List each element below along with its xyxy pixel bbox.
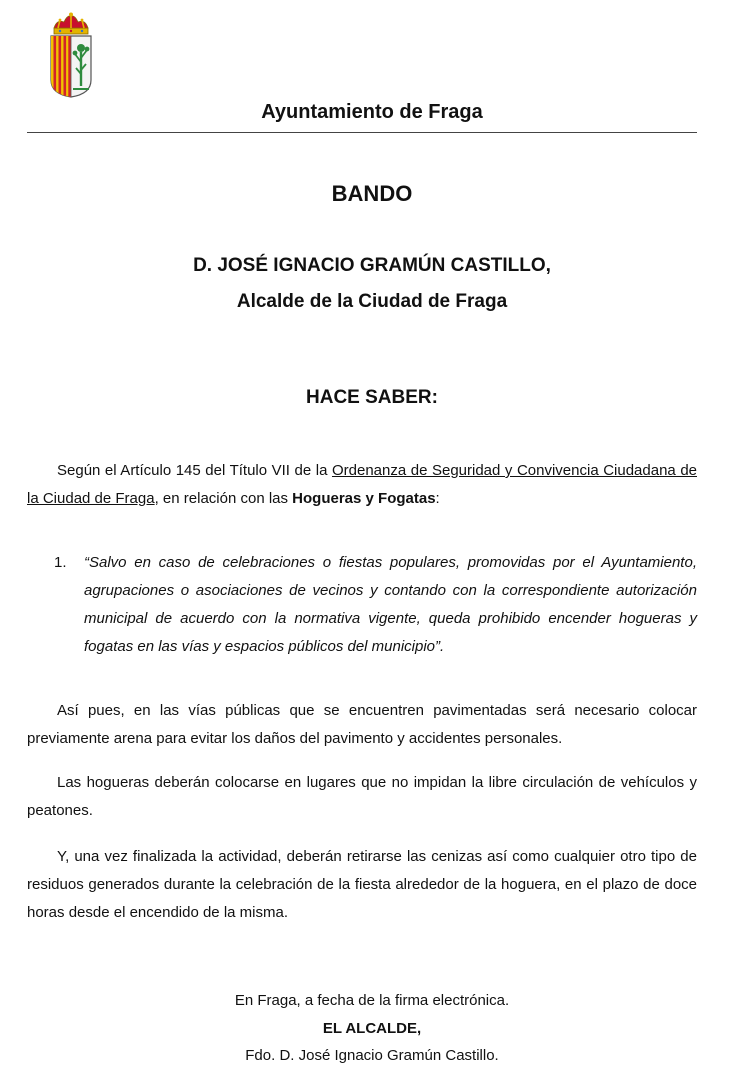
body-paragraph: Así pues, en las vías públicas que se encuentren pavimentadas será necesario colocar previamente arena para evitar los daños del pavimento y accidentes personales. — [27, 702, 697, 747]
topic-text: Hogueras y Fogatas — [292, 490, 436, 507]
ordinance-reference: Ordenanza de Seguridad y Convivencia Ciudadana de la Ciudad de Fraga — [27, 462, 697, 507]
signature-place-date: En Fraga, a fecha de la firma electrónica. — [234, 992, 510, 1009]
header-divider — [27, 132, 697, 133]
coat-of-arms-logo — [48, 12, 94, 98]
intro-paragraph — [27, 457, 697, 513]
intro-text: , en relación con las — [154, 490, 293, 507]
quoted-article-item — [27, 549, 697, 661]
document-title: BANDO — [331, 181, 413, 206]
intro-text: : — [435, 490, 440, 507]
list-number: 1. — [54, 554, 67, 571]
mayor-name: D. JOSÉ IGNACIO GRAMÚN CASTILLO, — [193, 255, 551, 276]
intro-text: Según el Artículo 145 del Título VII de la — [57, 462, 332, 479]
signature-name: Fdo. D. José Ignacio Gramún Castillo. — [245, 1047, 499, 1064]
signature-role: EL ALCALDE, — [322, 1020, 422, 1037]
announcement-heading: HACE SABER: — [306, 387, 438, 408]
body-paragraph: Y, una vez finalizada la actividad, deberán retirarse las cenizas así como cualquier otro tipo de residuos generados durante la celebración de la fiesta alrededor de la hoguera, en el plazo de doce horas desde el encendido de la misma. — [27, 848, 697, 921]
mayor-role: Alcalde de la Ciudad de Fraga — [236, 291, 508, 312]
crown-icon — [54, 13, 88, 35]
institution-name: Ayuntamiento de Fraga — [261, 101, 483, 123]
shield-icon — [51, 36, 91, 98]
quoted-article-text: “Salvo en caso de celebraciones o fiestas populares, promovidas por el Ayuntamiento, agrupaciones o asociaciones de vecinos y contando con la correspondiente autorización municipal de acuerdo con la normativa vigente, queda prohibido encender hogueras y fogatas en las vías y espacios públicos del municipio”. — [84, 554, 697, 655]
body-paragraph: Las hogueras deberán colocarse en lugares que no impidan la libre circulación de vehículos y peatones. — [27, 774, 697, 819]
